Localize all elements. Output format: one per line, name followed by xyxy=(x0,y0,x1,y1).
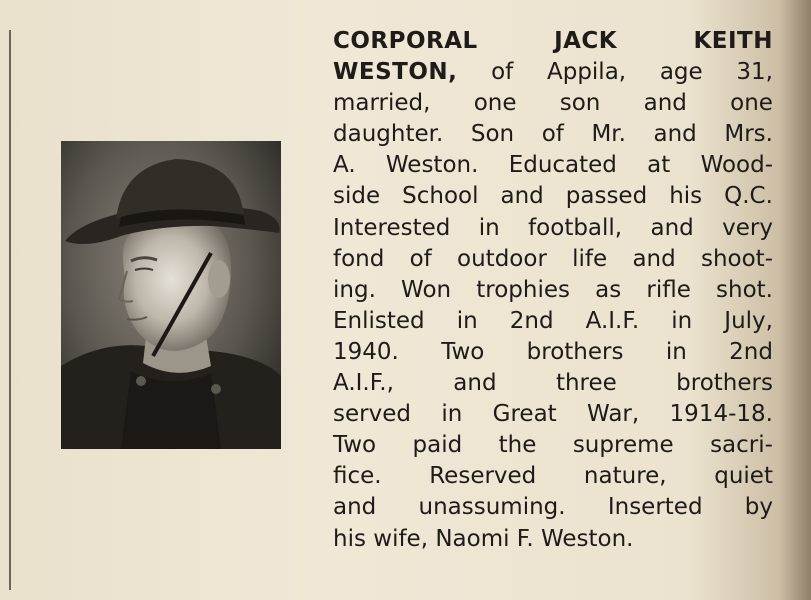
word: and xyxy=(453,370,497,397)
word: very xyxy=(722,214,773,241)
word: Enlisted xyxy=(333,307,425,334)
word: married, xyxy=(333,90,431,117)
word: of xyxy=(409,245,432,272)
text-line-16 xyxy=(333,524,773,555)
word: three xyxy=(555,370,617,397)
word: at xyxy=(647,152,671,179)
word: and xyxy=(632,245,676,272)
word: in xyxy=(665,338,687,365)
word: and xyxy=(500,183,544,210)
word: his wife, Naomi F. Weston. xyxy=(333,525,634,552)
name-heading-line xyxy=(333,26,773,57)
word: 1940. xyxy=(333,338,399,365)
word: Reserved xyxy=(429,463,537,490)
text-line-12 xyxy=(333,399,773,430)
word: A. xyxy=(333,152,356,179)
obituary-text xyxy=(333,26,773,555)
word: one xyxy=(730,90,773,117)
text-line-8 xyxy=(333,275,773,306)
word: and xyxy=(650,214,694,241)
word: Two xyxy=(441,338,485,365)
text-line-3 xyxy=(333,119,773,150)
word: 2nd xyxy=(509,307,554,334)
word: and xyxy=(333,494,377,521)
word: Q.C. xyxy=(724,183,773,210)
word: A.I.F., xyxy=(333,370,394,397)
text-line-15 xyxy=(333,492,773,523)
word: as xyxy=(595,276,622,303)
word: and xyxy=(643,90,687,117)
text-line-11 xyxy=(333,368,773,399)
word: life xyxy=(572,245,608,272)
portrait-illustration xyxy=(61,141,281,449)
word: paid xyxy=(412,432,463,459)
word: Appila, xyxy=(546,59,627,86)
word: and xyxy=(653,121,697,148)
word: A.I.F. xyxy=(585,307,640,334)
word: Inserted xyxy=(607,494,703,521)
word: 2nd xyxy=(729,338,773,365)
word: in xyxy=(671,307,693,334)
word: sacri- xyxy=(710,432,773,459)
text-line-6 xyxy=(333,213,773,244)
left-margin-rule xyxy=(9,30,11,590)
word: son xyxy=(559,90,601,117)
word: the xyxy=(498,432,537,459)
text-line-7 xyxy=(333,244,773,275)
soldier-portrait-photo xyxy=(61,141,281,449)
text-line-10 xyxy=(333,337,773,368)
word: July, xyxy=(724,307,773,334)
word: outdoor xyxy=(457,245,547,272)
word: 31, xyxy=(736,59,773,86)
middle-name-word: KEITH xyxy=(693,28,773,54)
word: brothers xyxy=(526,338,624,365)
word: passed xyxy=(565,183,648,210)
word: side xyxy=(333,183,381,210)
word: age xyxy=(659,59,703,86)
word: fond xyxy=(333,245,385,272)
word: football, xyxy=(528,214,623,241)
word: his xyxy=(669,183,703,210)
text-line-1 xyxy=(333,57,773,88)
text-line-13 xyxy=(333,430,773,461)
text-line-14 xyxy=(333,461,773,492)
word: served xyxy=(333,401,411,428)
word: in xyxy=(456,307,478,334)
text-line-5 xyxy=(333,181,773,212)
word: in xyxy=(478,214,500,241)
word: 1914-18. xyxy=(669,401,773,428)
word: unassuming. xyxy=(418,494,566,521)
word: one xyxy=(473,90,517,117)
word: Great xyxy=(492,401,557,428)
word: Wood- xyxy=(700,152,773,179)
surname-word: WESTON, xyxy=(333,59,458,86)
word: supreme xyxy=(572,432,674,459)
first-name-word: JACK xyxy=(554,28,618,54)
text-line-2 xyxy=(333,88,773,119)
word: Two xyxy=(333,432,377,459)
word: Educated xyxy=(508,152,617,179)
text-line-9 xyxy=(333,306,773,337)
rank-word: CORPORAL xyxy=(333,28,478,54)
word: Son xyxy=(470,121,515,148)
word: shoot- xyxy=(700,245,773,272)
word: Mrs. xyxy=(724,121,773,148)
word: Interested xyxy=(333,214,451,241)
word: ing. xyxy=(333,276,376,303)
word: War, xyxy=(587,401,640,428)
word: trophies xyxy=(476,276,570,303)
word: nature, xyxy=(583,463,667,490)
word: by xyxy=(744,494,773,521)
word: shot. xyxy=(716,276,773,303)
word: fice. xyxy=(333,463,382,490)
word: of xyxy=(491,59,514,86)
word: Mr. xyxy=(591,121,626,148)
word: of xyxy=(541,121,564,148)
word: rifle xyxy=(646,276,691,303)
text-line-4 xyxy=(333,150,773,181)
word: daughter. xyxy=(333,121,444,148)
word: in xyxy=(441,401,463,428)
word: School xyxy=(402,183,479,210)
word: quiet xyxy=(714,463,773,490)
word: Weston. xyxy=(385,152,479,179)
word: brothers xyxy=(676,370,773,397)
word: Won xyxy=(401,276,452,303)
